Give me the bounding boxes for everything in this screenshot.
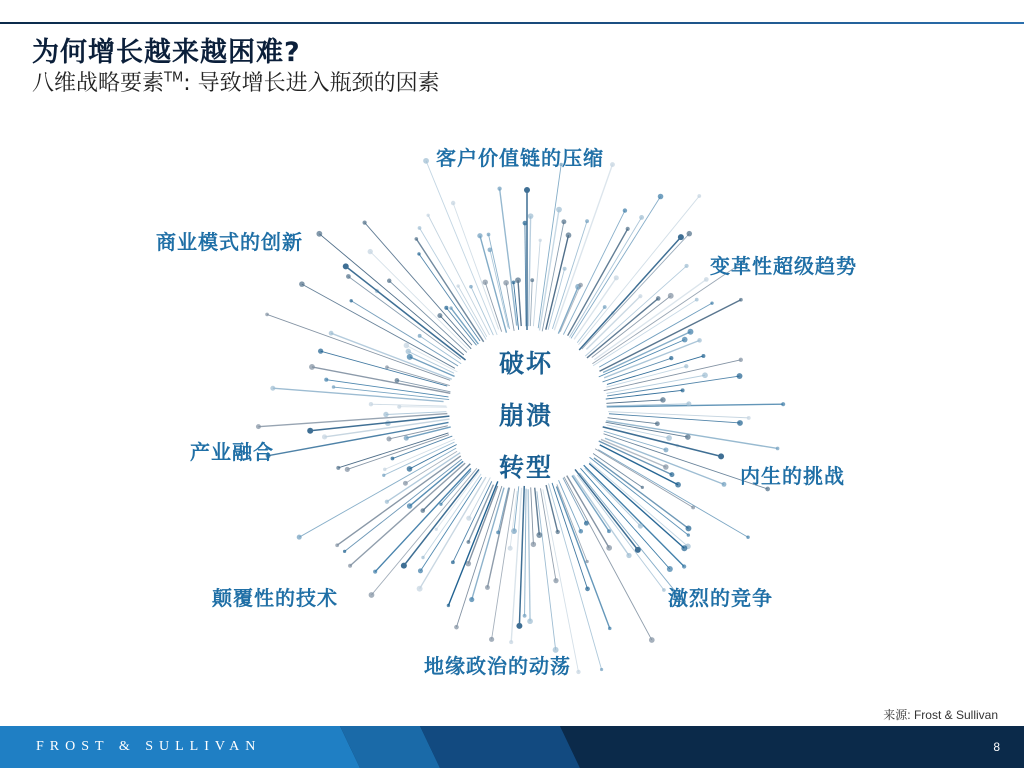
- burst-ray: [594, 458, 689, 528]
- burst-ray: [525, 489, 526, 616]
- burst-dot: [329, 331, 334, 336]
- burst-dot: [523, 614, 527, 618]
- center-word-disruption: 破坏: [499, 349, 554, 378]
- burst-dot: [508, 546, 513, 551]
- burst-dot: [739, 358, 743, 362]
- burst-ray: [419, 254, 480, 341]
- burst-dot: [536, 532, 542, 538]
- burst-dot: [469, 597, 474, 602]
- burst-dot: [639, 215, 644, 220]
- burst-ray: [267, 314, 450, 380]
- burst-ray: [552, 483, 587, 589]
- burst-ray: [585, 266, 686, 356]
- burst-dot: [531, 542, 536, 547]
- subtitle-rest: : 导致增长进入瓶颈的因素: [183, 71, 440, 96]
- burst-ray: [603, 358, 672, 382]
- burst-dot: [270, 386, 275, 391]
- burst-dot: [415, 237, 419, 241]
- burst-ray: [549, 483, 602, 669]
- burst-dot: [420, 508, 425, 513]
- burst-dot: [322, 434, 327, 439]
- burst-dot: [467, 540, 471, 544]
- burst-dot: [563, 267, 567, 271]
- burst-dot: [553, 578, 558, 583]
- burst-dot: [697, 194, 701, 198]
- burst-ray: [606, 375, 705, 393]
- burst-dot: [682, 564, 686, 568]
- burst-dot: [477, 233, 482, 238]
- burst-dot: [404, 435, 409, 440]
- burst-dot: [373, 570, 377, 574]
- burst-dot: [418, 226, 422, 230]
- burst-dot: [403, 481, 408, 486]
- burst-dot: [686, 401, 691, 406]
- burst-dot: [675, 482, 681, 488]
- burst-dot: [684, 364, 688, 368]
- burst-dot: [503, 280, 509, 286]
- burst-dot: [421, 556, 424, 559]
- burst-ray: [609, 414, 740, 423]
- burst-dot: [722, 482, 727, 487]
- burst-dot: [702, 372, 708, 378]
- burst-dot: [469, 285, 473, 289]
- burst-dot: [539, 239, 542, 242]
- factor-label-competition: 激烈的竞争: [668, 586, 773, 610]
- burst-dot: [701, 354, 705, 358]
- burst-dot: [395, 378, 400, 383]
- accent-dot: [718, 453, 724, 459]
- burst-ray: [594, 279, 706, 359]
- burst-dot: [485, 585, 490, 590]
- burst-dot: [449, 306, 452, 309]
- burst-dot: [781, 402, 785, 406]
- accent-ray: [579, 237, 681, 350]
- burst-dot: [668, 293, 674, 299]
- accent-dot: [635, 547, 641, 553]
- burst-dot: [666, 435, 672, 441]
- burst-dot: [608, 627, 612, 631]
- burst-dot: [584, 521, 589, 526]
- burst-dot: [664, 447, 669, 452]
- burst-ray: [543, 489, 579, 672]
- burst-ray: [371, 404, 446, 406]
- burst-dot: [466, 516, 471, 521]
- burst-dot: [324, 378, 328, 382]
- burst-ray: [528, 489, 530, 621]
- burst-dot: [406, 349, 411, 354]
- burst-ray: [554, 165, 612, 331]
- burst-dot: [688, 329, 694, 335]
- burst-dot: [655, 421, 660, 426]
- burst-ray: [446, 308, 476, 345]
- burst-dot: [336, 466, 340, 470]
- burst-dot: [369, 402, 373, 406]
- burst-dot: [747, 416, 751, 420]
- burst-dot: [626, 553, 631, 558]
- burst-dot: [482, 279, 487, 284]
- burst-dot: [407, 503, 412, 508]
- burst-dot: [385, 500, 389, 504]
- burst-dot: [417, 252, 420, 255]
- burst-ray: [268, 422, 448, 455]
- burst-ray: [510, 491, 517, 548]
- accent-dot: [516, 623, 522, 629]
- burst-dot: [663, 464, 668, 469]
- burst-dot: [555, 530, 559, 534]
- burst-dot: [497, 186, 501, 190]
- burst-ray: [529, 216, 531, 326]
- burst-dot: [385, 365, 389, 369]
- burst-dot: [346, 274, 351, 279]
- burst-dot: [316, 231, 322, 237]
- burst-dot: [687, 231, 692, 236]
- burst-dot: [391, 457, 395, 461]
- burst-dot: [456, 284, 459, 287]
- burst-ray: [397, 380, 451, 391]
- burst-dot: [614, 275, 619, 280]
- burst-dot: [387, 279, 391, 283]
- burst-dot: [418, 334, 422, 338]
- factor-label-value-chain: 客户价值链的压缩: [436, 146, 604, 170]
- burst-dot: [669, 472, 674, 477]
- burst-ray: [531, 487, 534, 544]
- burst-dot: [451, 560, 455, 564]
- burst-dot: [695, 298, 699, 302]
- footer-band: [0, 726, 1024, 768]
- burst-ray: [490, 250, 508, 328]
- burst-ray: [302, 284, 455, 368]
- factor-label-internal-challenges: 内生的挑战: [740, 464, 845, 488]
- burst-dot: [697, 338, 701, 342]
- burst-dot: [710, 301, 713, 304]
- burst-dot: [556, 207, 562, 213]
- accent-ray: [603, 427, 721, 457]
- burst-dot: [386, 436, 391, 441]
- page-number: 8: [993, 740, 1000, 754]
- burst-dot: [585, 560, 588, 563]
- burst-ray: [586, 296, 640, 349]
- burst-dot: [576, 670, 580, 674]
- burst-dot: [265, 313, 269, 317]
- burst-dot: [382, 474, 385, 477]
- burst-dot: [509, 640, 513, 644]
- burst-dot: [512, 281, 516, 285]
- burst-dot: [335, 543, 339, 547]
- accent-dot: [678, 234, 684, 240]
- burst-dot: [299, 281, 305, 287]
- burst-ray: [525, 223, 526, 326]
- burst-dot: [681, 545, 687, 551]
- burst-ray: [273, 388, 444, 401]
- burst-dot: [585, 219, 589, 223]
- burst-dot: [444, 306, 448, 310]
- burst-dot: [345, 467, 350, 472]
- burst-dot: [318, 349, 323, 354]
- burst-ray: [530, 280, 532, 326]
- burst-dot: [343, 550, 346, 553]
- burst-dot: [603, 305, 607, 309]
- burst-dot: [383, 412, 388, 417]
- burst-dot: [579, 529, 583, 533]
- burst-dot: [404, 343, 410, 349]
- burst-dot: [776, 447, 780, 451]
- burst-dot: [297, 535, 302, 540]
- burst-dot: [606, 545, 612, 551]
- burst-dot: [417, 586, 423, 592]
- burst-ray: [518, 280, 521, 326]
- burst-dot: [515, 277, 521, 283]
- burst-dot: [658, 194, 664, 200]
- burst-ray: [420, 477, 481, 571]
- burst-dot: [439, 503, 442, 506]
- burst-dot: [256, 424, 261, 429]
- burst-ray: [500, 189, 517, 326]
- burst-dot: [407, 466, 413, 472]
- burst-dot: [585, 586, 590, 591]
- burst-dot: [623, 208, 627, 212]
- factor-label-geopolitics: 地缘政治的动荡: [424, 654, 571, 678]
- burst-ray: [537, 491, 556, 650]
- accent-dot: [401, 563, 407, 569]
- burst-dot: [686, 525, 692, 531]
- burst-dot: [437, 313, 442, 318]
- burst-dot: [737, 373, 743, 379]
- burst-dot: [662, 588, 666, 592]
- burst-dot: [638, 294, 642, 298]
- burst-ray: [571, 197, 661, 339]
- burst-dot: [528, 213, 534, 219]
- accent-dot: [343, 263, 349, 269]
- burst-dot: [607, 529, 611, 533]
- burst-dot: [447, 604, 450, 607]
- brand-wordmark: FROST & SULLIVAN: [36, 739, 262, 754]
- burst-dot: [348, 564, 352, 568]
- burst-ray: [337, 456, 461, 545]
- burst-dot: [407, 354, 413, 360]
- burst-ray: [568, 229, 628, 336]
- center-word-collapse: 崩溃: [499, 401, 554, 430]
- burst-dot: [638, 523, 643, 528]
- burst-dot: [368, 249, 373, 254]
- trademark-mark: TM: [164, 70, 184, 86]
- burst-dot: [682, 337, 688, 343]
- burst-ray: [605, 422, 687, 437]
- burst-dot: [704, 277, 709, 282]
- burst-ray: [606, 400, 663, 403]
- burst-dot: [418, 568, 423, 573]
- burst-dot: [641, 486, 644, 489]
- burst-dot: [660, 397, 666, 403]
- burst-ray: [607, 376, 739, 396]
- burst-ray: [563, 211, 625, 335]
- accent-dot: [524, 187, 530, 193]
- burst-ray: [600, 300, 741, 372]
- burst-ray: [533, 240, 540, 326]
- factor-label-business-model: 商业模式的创新: [156, 230, 303, 254]
- burst-ray: [538, 165, 561, 329]
- factor-label-convergence: 产业融合: [190, 440, 274, 464]
- burst-dot: [309, 364, 315, 370]
- burst-dot: [332, 385, 336, 389]
- burst-dot: [489, 637, 494, 642]
- factor-label-megatrends: 变革性超级趋势: [710, 254, 857, 278]
- burst-ray: [573, 475, 629, 556]
- burst-dot: [667, 566, 673, 572]
- burst-dot: [600, 668, 603, 671]
- burst-dot: [681, 388, 685, 392]
- burst-ray: [569, 217, 641, 337]
- factor-label-disruptive-tech: 颠覆性的技术: [212, 586, 338, 610]
- burst-dot: [685, 434, 691, 440]
- burst-dot: [530, 278, 534, 282]
- burst-dot: [350, 299, 353, 302]
- burst-ray: [453, 203, 499, 329]
- burst-dot: [691, 506, 695, 510]
- burst-dot: [669, 356, 673, 360]
- burst-dot: [739, 298, 743, 302]
- burst-dot: [383, 468, 386, 471]
- burst-ray: [384, 442, 455, 475]
- burst-ray: [385, 439, 455, 469]
- burst-ray: [468, 485, 493, 542]
- burst-dot: [423, 158, 429, 164]
- burst-dot: [687, 533, 690, 536]
- burst-ray: [582, 234, 689, 349]
- burst-dot: [369, 592, 375, 598]
- burst-dot: [626, 227, 630, 231]
- burst-dot: [566, 232, 572, 238]
- accent-dot: [307, 428, 313, 434]
- burst-dot: [487, 233, 491, 237]
- burst-dot: [454, 625, 459, 630]
- burst-dot: [426, 214, 429, 217]
- source-note: 来源: Frost & Sullivan: [883, 708, 998, 722]
- burst-ray: [587, 298, 658, 358]
- subtitle-main: 八维战略要素: [32, 71, 165, 96]
- burst-dot: [746, 536, 749, 539]
- slide-title: 为何增长越来越困难?: [32, 37, 301, 68]
- burst-dot: [649, 637, 655, 643]
- burst-dot: [363, 220, 367, 224]
- burst-dot: [578, 283, 583, 288]
- burst-dot: [684, 264, 688, 268]
- burst-dot: [451, 201, 455, 205]
- burst-dot: [561, 219, 566, 224]
- burst-dot: [610, 162, 615, 167]
- center-word-transformation: 转型: [499, 453, 554, 482]
- burst-dot: [737, 420, 743, 426]
- burst-dot: [527, 618, 533, 624]
- burst-dot: [656, 296, 661, 301]
- burst-dot: [496, 531, 500, 535]
- burst-dot: [435, 528, 438, 531]
- burst-ray: [345, 459, 462, 551]
